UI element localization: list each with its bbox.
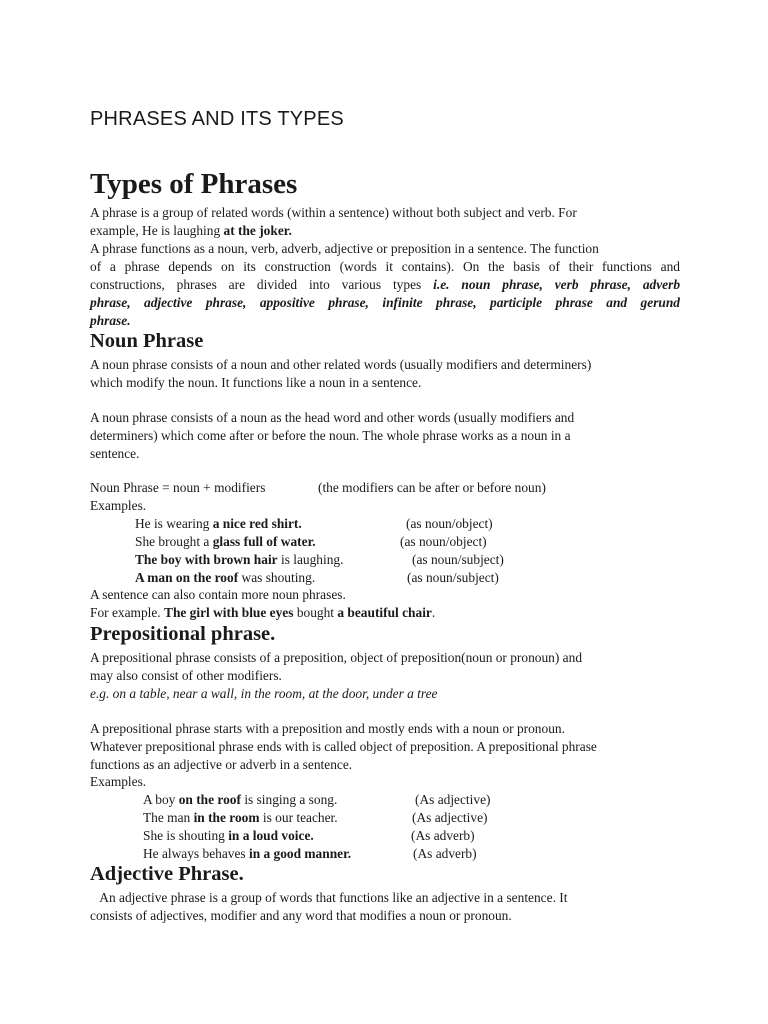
prep-example-4: [143, 845, 351, 863]
prep-eg: e.g. on a table, near a wall, in the room, at the door, under a tree: [90, 686, 438, 701]
noun-example-2-note: (as noun/object): [400, 534, 487, 549]
noun-p2-line-2: determiners) which come after or before the noun. The whole phrase works as a noun in a: [90, 428, 571, 443]
heading-types-of-phrases: Types of Phrases: [90, 168, 298, 200]
noun-example-3: [135, 551, 343, 569]
noun-p2-line-3: sentence.: [90, 446, 140, 461]
example-text: A boy: [143, 792, 179, 807]
example-phrase: The girl with blue eyes: [164, 605, 294, 620]
noun-formula: Noun Phrase = noun + modifiers: [90, 480, 266, 495]
noun-example-4: [135, 569, 315, 587]
example-phrase: glass full of water.: [212, 534, 316, 549]
prep-p1-line-2: may also consist of other modifiers.: [90, 668, 282, 683]
prep-example-3-note: (As adverb): [411, 828, 475, 843]
noun-more-line-2: [90, 604, 435, 622]
intro-line-2: [90, 222, 292, 240]
example-phrase: in a loud voice.: [228, 828, 314, 843]
example-phrase: in a good manner.: [248, 846, 352, 861]
example-text: He always behaves: [143, 846, 249, 861]
intro-line-7: phrase.: [90, 313, 131, 328]
example-text: The man: [143, 810, 194, 825]
example-text: She brought a: [135, 534, 213, 549]
noun-formula-note: (the modifiers can be after or before noun): [318, 480, 546, 495]
prep-example-2: [143, 809, 338, 827]
example-phrase: A man on the roof: [135, 570, 239, 585]
noun-example-4-note: (as noun/subject): [407, 570, 499, 585]
example-text: .: [431, 605, 436, 620]
intro-line-4: of a phrase depends on its construction (words it contains). On the basis of their functions and: [90, 259, 680, 274]
example-phrase: a beautiful chair: [337, 605, 432, 620]
prep-p1-line-1: A prepositional phrase consists of a preposition, object of preposition(noun or pronoun) and: [90, 650, 583, 665]
intro-bold: at the joker.: [223, 223, 292, 238]
prep-p2-line-1: A prepositional phrase starts with a preposition and mostly ends with a noun or pronoun.: [90, 721, 565, 736]
heading-noun-phrase: Noun Phrase: [90, 330, 204, 352]
intro-phrase-types: i.e. noun phrase, verb phrase, adverb: [433, 277, 681, 292]
example-text: He is wearing: [135, 516, 213, 531]
prep-example-1: [143, 791, 337, 809]
intro-text: constructions, phrases are divided into various types: [90, 277, 434, 292]
intro-line-6: phrase, adjective phrase, appositive phrase, infinite phrase, participle phrase and gerund: [90, 295, 680, 310]
prep-p2-line-2: Whatever prepositional phrase ends with is called object of preposition. A prepositional phrase: [90, 739, 597, 754]
intro-text: example, He is laughing: [90, 223, 224, 238]
example-text: was shouting.: [238, 570, 316, 585]
example-text: bought: [293, 605, 338, 620]
noun-p1-line-1: A noun phrase consists of a noun and other related words (usually modifiers and determiners): [90, 357, 592, 372]
example-phrase: on the roof: [178, 792, 241, 807]
intro-line-5: [90, 276, 680, 294]
noun-more-line-1: A sentence can also contain more noun phrases.: [90, 587, 346, 602]
example-text: is laughing.: [277, 552, 344, 567]
example-text: For example.: [90, 605, 165, 620]
prep-example-4-note: (As adverb): [413, 846, 477, 861]
noun-examples-label: Examples.: [90, 498, 147, 513]
example-text: is our teacher.: [259, 810, 338, 825]
example-phrase: The boy with brown hair: [135, 552, 278, 567]
prep-example-1-note: (As adjective): [415, 792, 491, 807]
adj-line-2: consists of adjectives, modifier and any word that modifies a noun or pronoun.: [90, 908, 512, 923]
noun-example-1: [135, 515, 302, 533]
prep-p2-line-3: functions as an adjective or adverb in a sentence.: [90, 757, 353, 772]
example-text: She is shouting: [143, 828, 229, 843]
heading-prepositional-phrase: Prepositional phrase.: [90, 623, 276, 645]
noun-example-3-note: (as noun/subject): [412, 552, 504, 567]
intro-line-3: A phrase functions as a noun, verb, adverb, adjective or preposition in a sentence. The function: [90, 241, 599, 256]
noun-example-2: [135, 533, 316, 551]
example-text: is singing a song.: [240, 792, 338, 807]
example-phrase: in the room: [193, 810, 260, 825]
adj-line-1: An adjective phrase is a group of words that functions like an adjective in a sentence. It: [90, 890, 568, 905]
intro-line-1: A phrase is a group of related words (within a sentence) without both subject and verb. For: [90, 205, 577, 220]
heading-adjective-phrase: Adjective Phrase.: [90, 863, 244, 885]
noun-example-1-note: (as noun/object): [406, 516, 493, 531]
noun-p1-line-2: which modify the noun. It functions like a noun in a sentence.: [90, 375, 422, 390]
main-title: PHRASES AND ITS TYPES: [90, 108, 344, 130]
prep-example-3: [143, 827, 314, 845]
prep-examples-label: Examples.: [90, 774, 147, 789]
example-phrase: a nice red shirt.: [212, 516, 302, 531]
prep-example-2-note: (As adjective): [412, 810, 488, 825]
noun-p2-line-1: A noun phrase consists of a noun as the head word and other words (usually modifiers and: [90, 410, 575, 425]
